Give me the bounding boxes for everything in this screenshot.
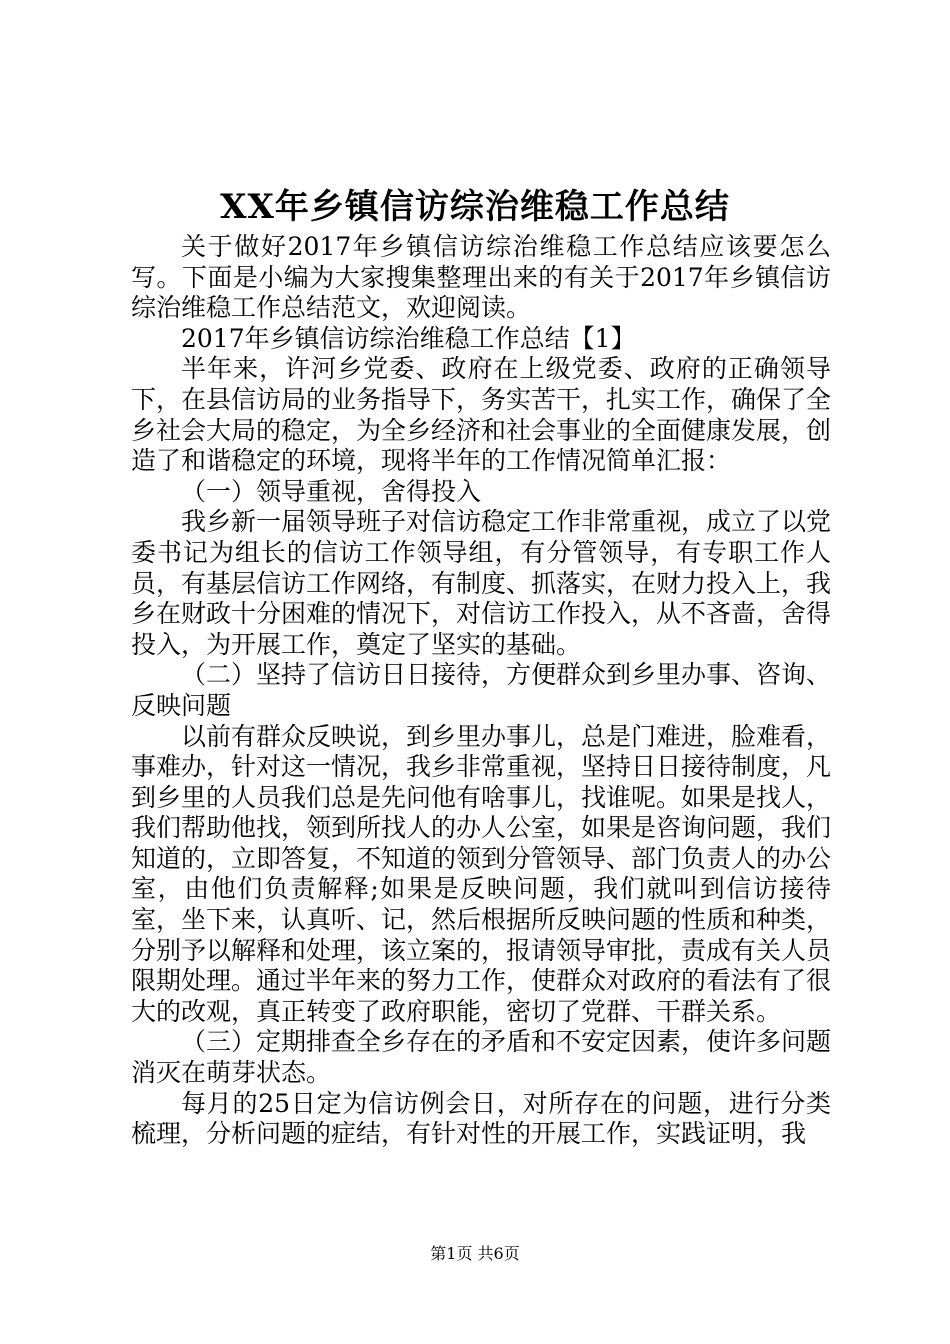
- document-title: XX年乡镇信访综治维稳工作总结: [220, 187, 730, 227]
- document-body: [131, 232, 831, 1150]
- section-heading: 2017年乡镇信访综治维稳工作总结【1】: [181, 323, 636, 353]
- subheading-two: （二）坚持了信访日日接待，方便群众到乡里办事、咨询、反映问题: [131, 660, 832, 720]
- paragraph-overview: 半年来，许河乡党委、政府在上级党委、政府的正确领导下，在县信访局的业务指导下，务实苦干，扎实工作，确保了全乡社会大局的稳定，为全乡经济和社会事业的全面健康发展，创造了和谐稳定的环境，现将半年的工作情况简单汇报：: [131, 354, 832, 476]
- subheading-one: （一）领导重视，舍得投入: [181, 476, 482, 506]
- paragraph-one: 我乡新一届领导班子对信访稳定工作非常重视，成立了以党委书记为组长的信访工作领导组，有分管领导，有专职工作人员，有基层信访工作网络，有制度、抓落实，在财力投入上，我乡在财政十分困难的情况下，对信访工作投入，从不吝啬，舍得投入，为开展工作，奠定了坚实的基础。: [131, 507, 832, 659]
- paragraph-intro: 关于做好2017年乡镇信访综治维稳工作总结应该要怎么写。下面是小编为大家搜集整理出来的有关于2017年乡镇信访综治维稳工作总结范文，欢迎阅读。: [131, 232, 831, 323]
- paragraph-two: 以前有群众反映说，到乡里办事儿，总是门难进，脸难看，事难办，针对这一情况，我乡非常重视，坚持日日接待制度，凡到乡里的人员我们总是先问他有啥事儿，找谁呢。如果是找人，我们帮助他找，领到所找人的办人公室，如果是咨询问题，我们知道的，立即答复，不知道的领到分管领导、部门负责人的办公室，由他们负责解释;如果是反映问题，我们就叫到信访接待室，坐下来，认真听、记，然后根据所反映问题的性质和种类，分别予以解释和处理，该立案的，报请领导审批，责成有关人员限期处理。通过半年来的努力工作，使群众对政府的看法有了很大的改观，真正转变了政府职能，密切了党群、干群关系。: [131, 721, 832, 1026]
- paragraph-three: 每月的25日定为信访例会日，对所存在的问题，进行分类梳理，分析问题的症结，有针对性的开展工作，实践证明，我: [131, 1088, 831, 1149]
- subheading-three: （三）定期排查全乡存在的矛盾和不安定因素，使许多问题消灭在萌芽状态。: [131, 1027, 832, 1088]
- page-footer: 第1页 共6页: [430, 1244, 520, 1263]
